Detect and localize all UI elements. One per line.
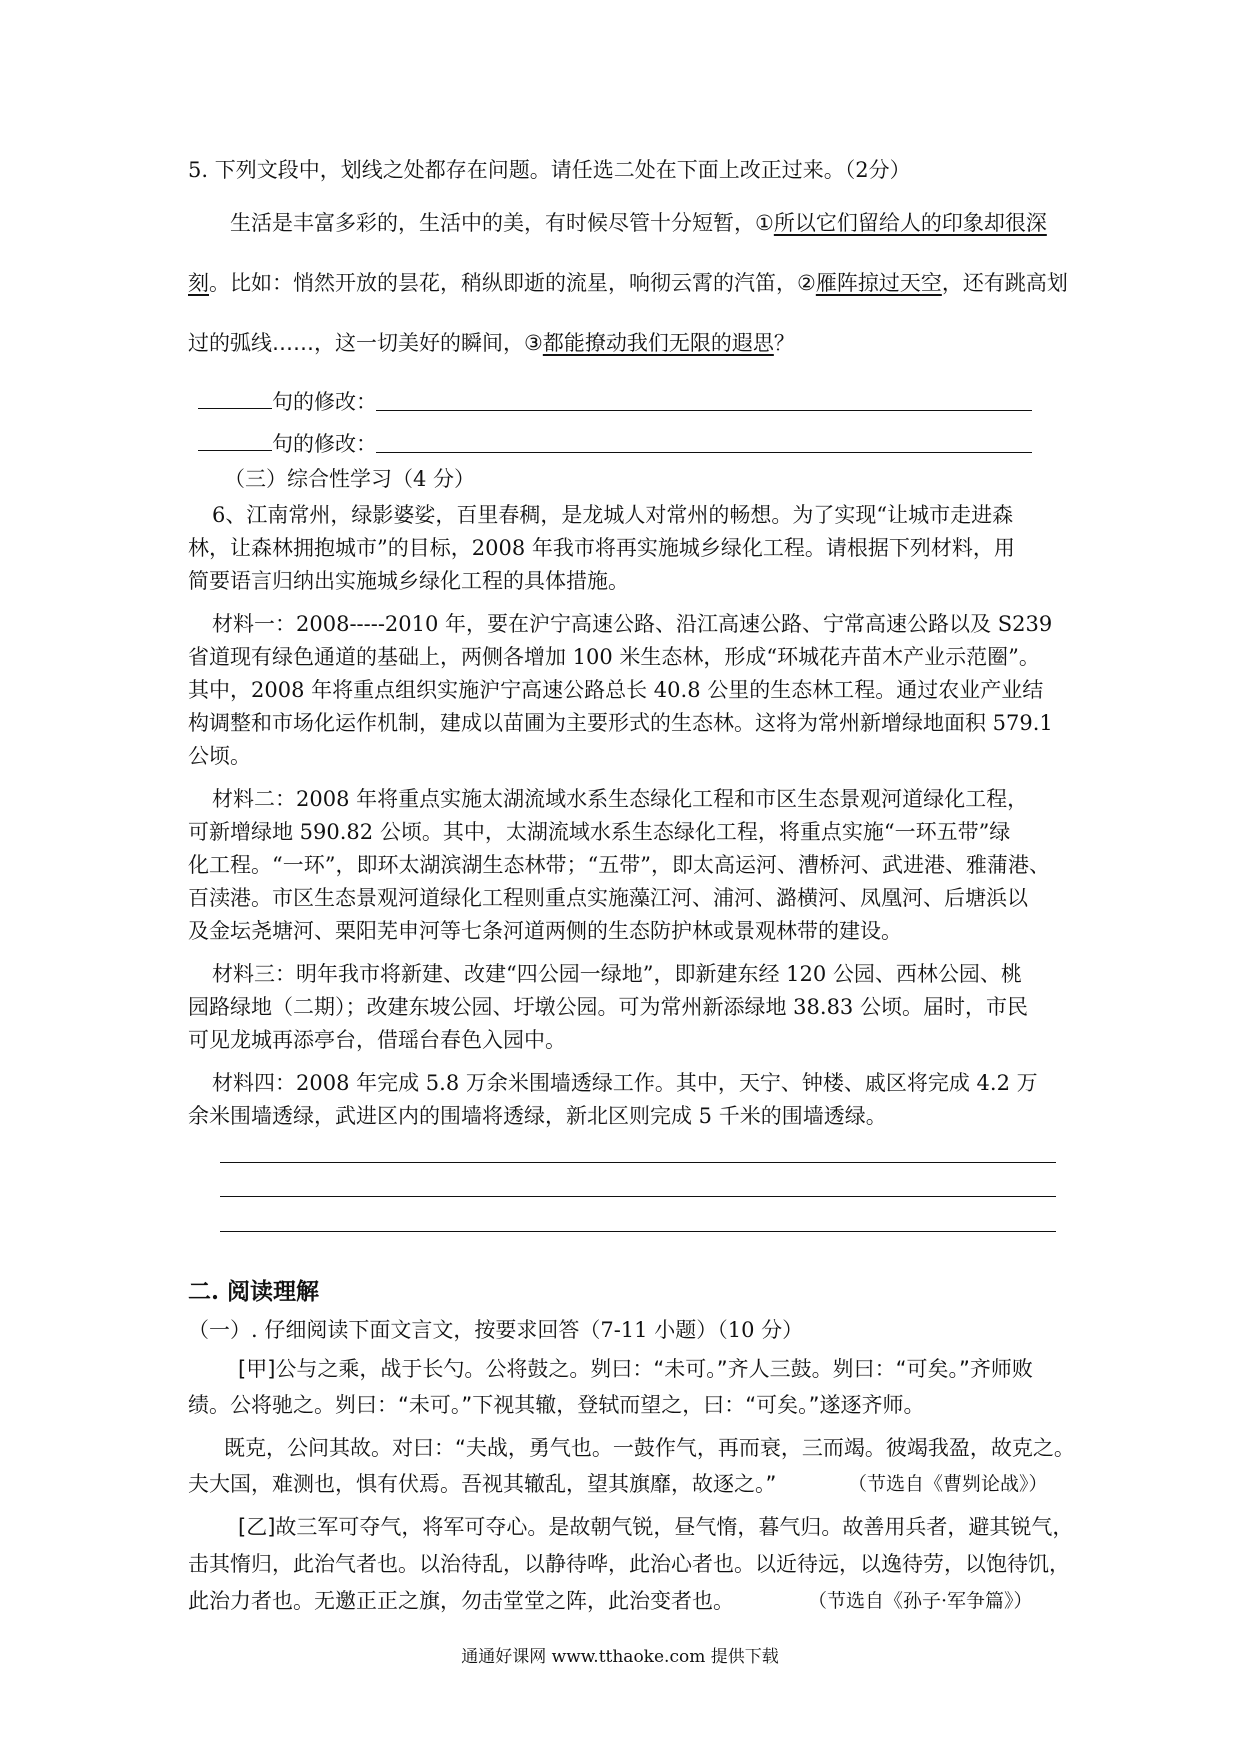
q5-underlined-1: 所以它们留给人的印象却很深 [773,211,1047,235]
passage-b-line: 此治力者也。无邀正正之旗，勿击堂堂之阵，此治变者也。 [188,1589,734,1613]
part2-subtitle: （一）. 仔细阅读下面文言文，按要求回答（7-11 小题）（10 分） [188,1318,804,1342]
q5-text: ，还有跳高划 [941,271,1068,295]
q5-passage-line-2 [188,268,1068,298]
answer-blank[interactable] [198,386,272,409]
section3-title: （三）综合性学习（4 分） [224,467,476,491]
q5-passage-line-1 [230,208,1047,238]
material-3-line: 可见龙城再添亭台，借瑶台春色入园中。 [188,1028,566,1052]
q5-title: 5. 下列文段中，划线之处都存在问题。请任选二处在下面上改正过来。（2分） [188,158,911,182]
material-1-line: 构调整和市场化运作机制，建成以苗圃为主要形式的生态林。这将为常州新增绿地面积 579.1 [188,711,1053,735]
passage-a-line: [甲]公与之乘，战于长勺。公将鼓之。刿曰：“未可。”齐人三鼓。刿曰：“可矣。”齐师败 [238,1357,1033,1381]
q5-text: 过的弧线……，这一切美好的瞬间，③ [188,331,543,355]
q5-underlined-3: 都能撩动我们无限的遐思 [542,331,774,355]
q5-answer-row-1 [198,386,377,417]
fix-label: 句的修改： [272,432,377,456]
q5-text: ？ [773,331,795,355]
q5-underlined-2: 雁阵掠过天空 [815,271,942,295]
material-3-line: 园路绿地（二期）；改建东坡公园、圩墩公园。可为常州新添绿地 38.83 公顷。届时，市民 [188,995,1028,1019]
passage-a-line: 既克，公问其故。对曰：“夫战，勇气也。一鼓作气，再而衰，三而竭。彼竭我盈，故克之。 [224,1436,1075,1460]
material-4-line: 材料四：2008 年完成 5.8 万余米围墙透绿工作。其中，天宁、钟楼、戚区将完成 4.2 万 [212,1071,1038,1095]
answer-line[interactable] [376,410,1032,411]
material-2-line: 及金坛尧塘河、栗阳芜申河等七条河道两侧的生态防护林或景观林带的建设。 [188,919,902,943]
passage-a-line: 夫大国，难测也，惧有伏焉。吾视其辙乱，望其旗靡，故逐之。” [188,1472,777,1496]
q5-text: 生活是丰富多彩的，生活中的美，有时候尽管十分短暂，① [230,211,774,235]
q5-text: 。比如：悄然开放的昙花，稍纵即逝的流星，响彻云霄的汽笛，② [209,271,816,295]
answer-line[interactable] [376,452,1032,453]
material-4-line: 余米围墙透绿，武进区内的围墙将透绿，新北区则完成 5 千米的围墙透绿。 [188,1104,887,1128]
material-2-line: 百渎港。市区生态景观河道绿化工程则重点实施藻江河、浦河、潞横河、凤凰河、后塘浜以 [188,886,1028,910]
q5-answer-row-2 [198,428,377,459]
q6-line: 林，让森林拥抱城市”的目标，2008 年我市将再实施城乡绿化工程。请根据下列材料，用 [188,536,1015,560]
q6-line: 6、江南常州，绿影婆娑，百里春稠，是龙城人对常州的畅想。为了实现“让城市走进森 [212,503,1014,527]
material-1-line: 其中，2008 年将重点组织实施沪宁高速公路总长 40.8 公里的生态林工程。通过农业产业结 [188,678,1044,702]
passage-b-line: 击其惰归，此治气者也。以治待乱，以静待哗，此治心者也。以近待远，以逸待劳，以饱待饥， [188,1552,1070,1576]
q5-passage-line-3 [188,328,795,358]
page-footer: 通通好课网 www.tthaoke.com 提供下载 [461,1647,779,1667]
answer-blank[interactable] [198,428,272,451]
passage-b-source: （节选自《孙子·军争篇》） [808,1590,1033,1612]
q5-underlined-1-end: 刻 [188,271,209,295]
material-1-line: 省道现有绿色通道的基础上，两侧各增加 100 米生态林，形成“环城花卉苗木产业示范圈”。 [188,645,1040,669]
fix-label: 句的修改： [272,390,377,414]
material-2-line: 可新增绿地 590.82 公顷。其中，太湖流域水系生态绿化工程，将重点实施“一环五带”绿 [188,820,1011,844]
material-3-line: 材料三：明年我市将新建、改建“四公园一绿地”，即新建东经 120 公园、西林公园、桃 [212,962,1022,986]
material-1-line: 公顷。 [188,744,251,768]
answer-line[interactable] [220,1231,1056,1232]
material-2-line: 材料二：2008 年将重点实施太湖流域水系生态绿化工程和市区生态景观河道绿化工程， [212,787,1029,811]
passage-a-source: （节选自《曹刿论战》） [848,1473,1048,1495]
q6-line: 简要语言归纳出实施城乡绿化工程的具体措施。 [188,569,629,593]
answer-line[interactable] [220,1196,1056,1197]
passage-b-line: [乙]故三军可夺气，将军可夺心。是故朝气锐，昼气惰，暮气归。故善用兵者，避其锐气， [238,1515,1074,1539]
answer-line[interactable] [220,1162,1056,1163]
material-2-line: 化工程。“一环”，即环太湖滨湖生态林带；“五带”，即太高运河、漕桥河、武进港、雅蒲港、 [188,853,1050,877]
material-1-line: 材料一：2008-----2010 年，要在沪宁高速公路、沿江高速公路、宁常高速公路以及 S239 [212,612,1053,636]
passage-a-line: 绩。公将驰之。刿曰：“未可。”下视其辙，登轼而望之，曰：“可矣。”遂逐齐师。 [188,1393,925,1417]
part2-title: 二. 阅读理解 [188,1278,320,1305]
